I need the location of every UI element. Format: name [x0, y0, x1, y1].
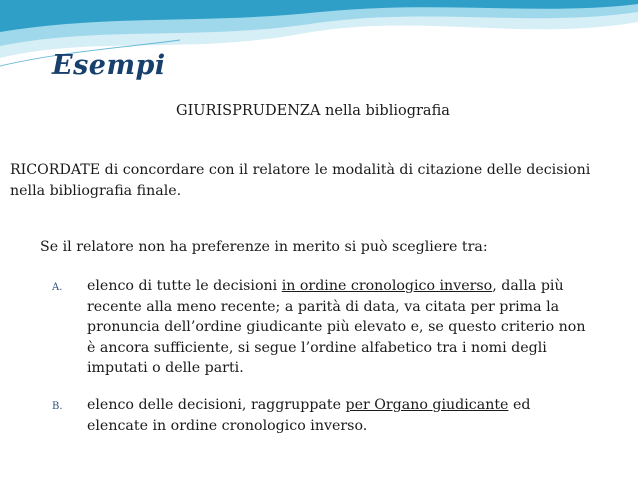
list-item-text — [87, 276, 592, 379]
slide-title: Esempi — [52, 50, 166, 81]
list-marker: A. — [52, 282, 63, 293]
text-segment: ed elencate in ordine cronologico inverso. — [87, 396, 531, 434]
list-item — [52, 395, 622, 436]
text-segment: elenco delle decisioni, raggruppate — [87, 396, 346, 413]
intro-paragraph: Se il relatore non ha preferenze in merito si può scegliere tra: — [40, 239, 488, 255]
list-marker: B. — [52, 400, 63, 412]
text-segment: elenco di tutte le decisioni — [87, 278, 282, 294]
options-list — [52, 276, 622, 452]
list-item-text — [87, 395, 592, 436]
slide-subtitle: GIURISPRUDENZA nella bibliografia — [176, 103, 450, 119]
underlined-text: in ordine cronologico inverso — [281, 278, 493, 294]
list-item — [52, 276, 622, 379]
reminder-paragraph: RICORDATE di concordare con il relatore le modalità di citazione delle decisioni nella bibliografia finale. — [10, 162, 591, 199]
text-segment: , dalla più recente alla meno recente; a parità di data, va citata per prima la pronuncia dell’ordine giudicante più elevato e, se questo criterio non è ancora sufficiente, si segue l’ordine alfabetico tra i nomi degli imputati o delle parti. — [87, 278, 586, 377]
underlined-text: per Organo giudicante — [345, 396, 509, 413]
